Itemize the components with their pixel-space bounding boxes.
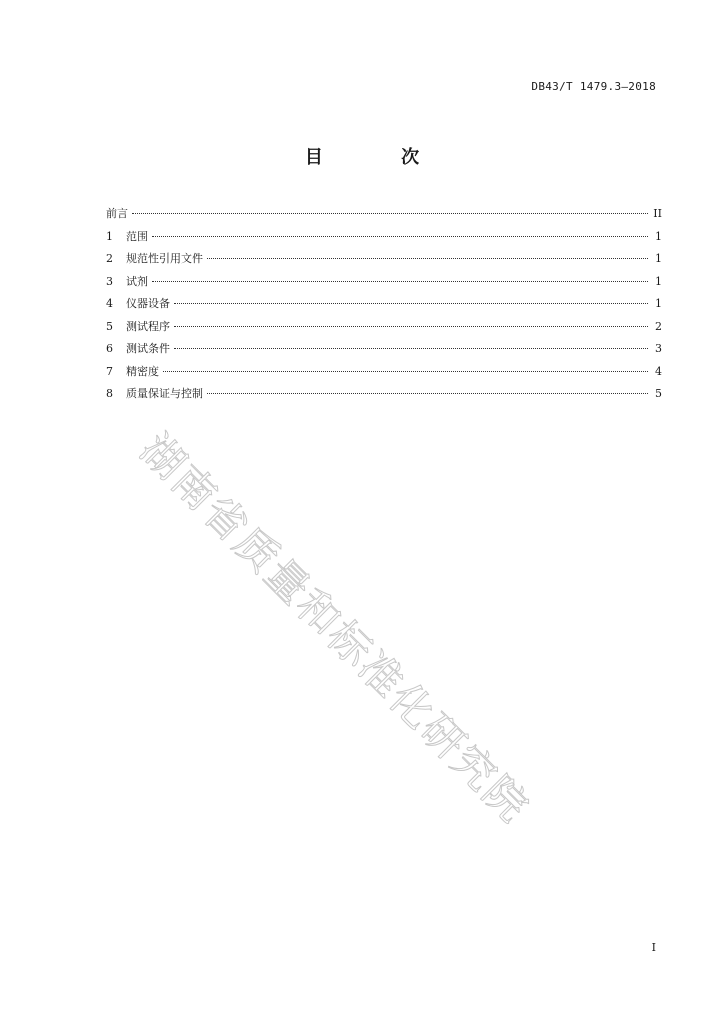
toc-entry-precision[interactable]	[106, 364, 662, 387]
toc-entry-test-conditions[interactable]	[106, 341, 662, 364]
toc-entry-number: 8	[106, 387, 113, 400]
toc-entry-label: 试剂	[126, 274, 148, 288]
document-code: DB43/T 1479.3—2018	[531, 80, 656, 93]
page-number: I	[651, 941, 656, 954]
dot-leader	[152, 281, 648, 282]
page-title: 目 次	[304, 147, 456, 168]
dot-leader	[152, 236, 648, 237]
toc-entry-page: 4	[655, 364, 662, 378]
toc-entry-number: 2	[106, 252, 113, 265]
toc-entry-label: 范围	[126, 229, 148, 243]
toc-entry-page: 3	[655, 342, 662, 355]
dot-leader	[174, 348, 648, 349]
dot-leader	[174, 303, 648, 304]
toc-entry-page: 1	[655, 252, 662, 265]
toc-entry-apparatus[interactable]	[106, 296, 662, 319]
dot-leader	[132, 213, 648, 214]
toc-entry-page: 1	[655, 274, 662, 288]
toc-entry-number: 1	[106, 229, 113, 243]
toc-entry-reagents[interactable]	[106, 274, 662, 297]
toc-entry-label: 仪器设备	[126, 297, 170, 310]
toc-entry-number: 4	[106, 297, 113, 310]
toc-entry-page: 2	[655, 319, 662, 333]
toc-entry-label: 质量保证与控制	[126, 387, 203, 400]
toc-entry-label: 测试条件	[126, 342, 170, 355]
toc-entry-page: 1	[655, 297, 662, 310]
toc-entry-test-procedure[interactable]	[106, 319, 662, 342]
dot-leader	[207, 393, 648, 394]
watermark: 湖南省质量和标准化研究院	[130, 424, 539, 833]
table-of-contents	[106, 206, 662, 409]
toc-entry-number: 6	[106, 342, 113, 355]
toc-entry-page: 5	[655, 387, 662, 400]
toc-entry-number: 3	[106, 274, 113, 288]
toc-entry-label: 规范性引用文件	[126, 252, 203, 265]
toc-entry-label: 精密度	[126, 364, 159, 378]
dot-leader	[174, 326, 648, 327]
dot-leader	[163, 371, 648, 372]
toc-entry-label: 前言	[106, 207, 128, 220]
toc-entry-number: 7	[106, 364, 113, 378]
toc-entry-number: 5	[106, 319, 113, 333]
toc-entry-page: II	[653, 207, 662, 220]
toc-entry-page: 1	[655, 229, 662, 243]
toc-entry-preface[interactable]	[106, 206, 662, 229]
toc-entry-scope[interactable]	[106, 229, 662, 252]
toc-entry-quality-assurance[interactable]	[106, 386, 662, 409]
toc-entry-normative-references[interactable]	[106, 251, 662, 274]
toc-entry-label: 测试程序	[126, 319, 170, 333]
dot-leader	[207, 258, 648, 259]
